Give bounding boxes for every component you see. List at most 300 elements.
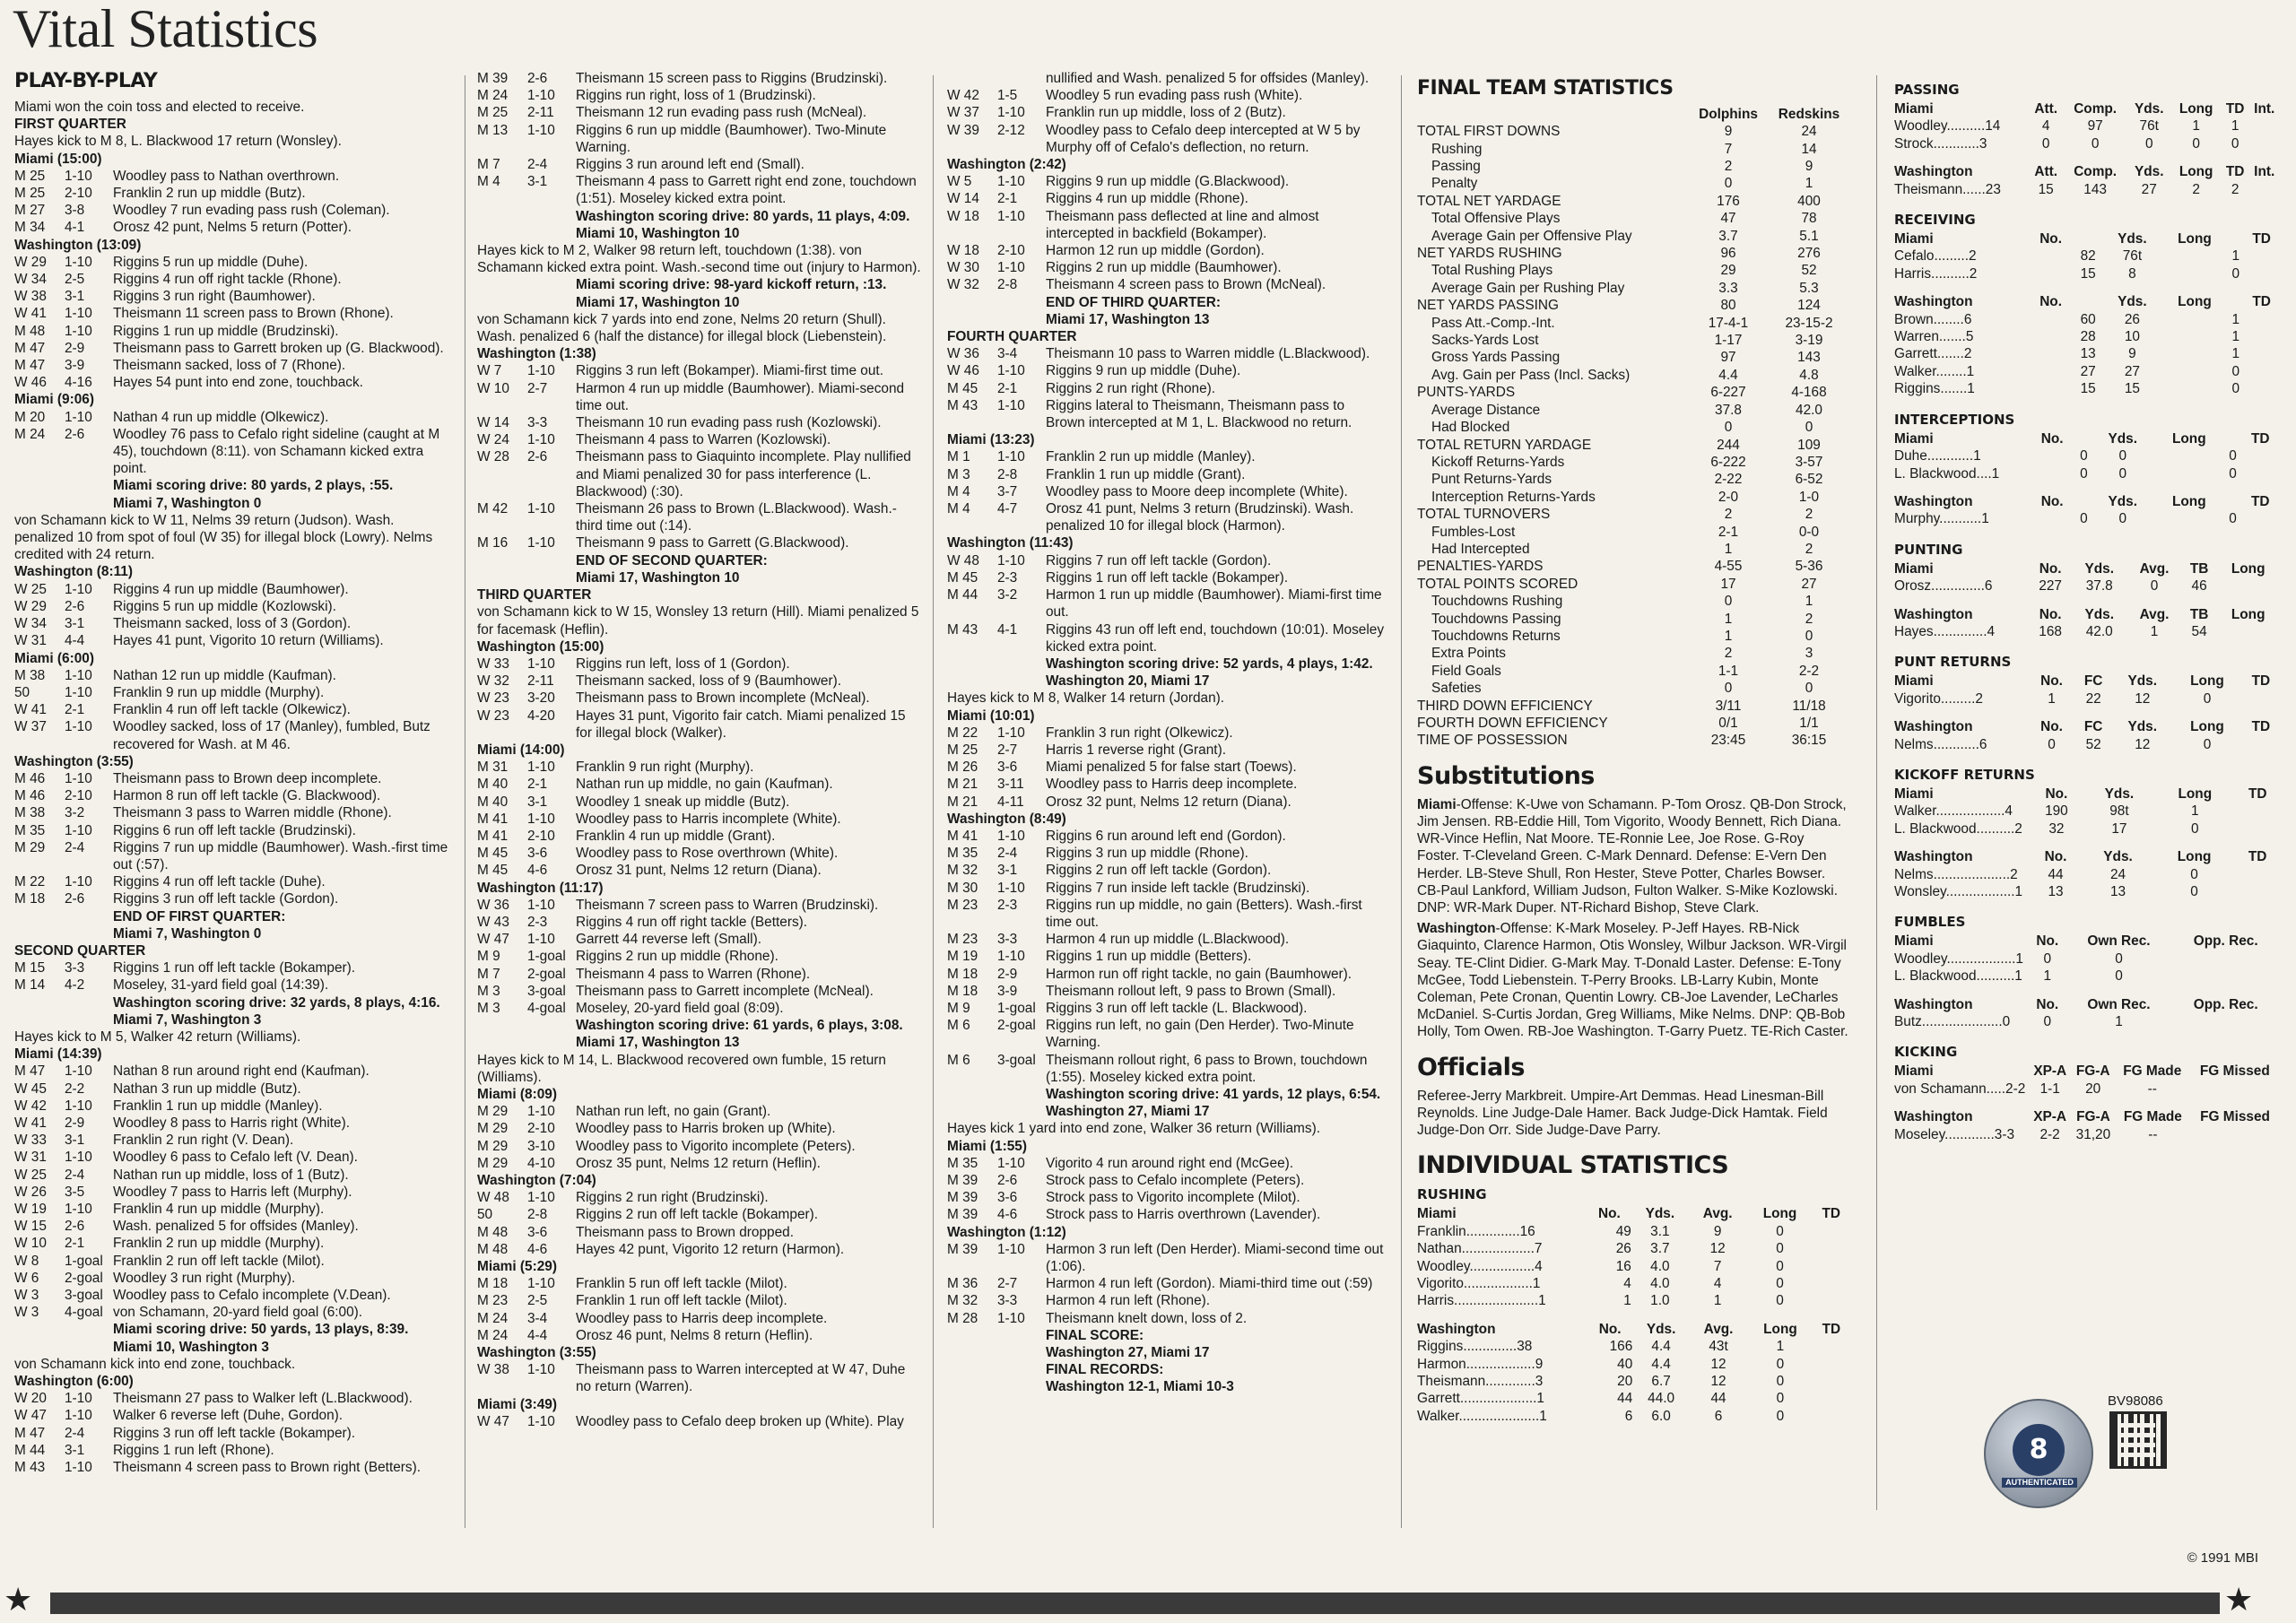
down-distance: 3-10 [527,1138,555,1154]
player-stat: 24 [2109,866,2126,882]
down-spot: M 18 [947,983,978,999]
section-heading: KICKOFF RETURNS [1894,766,2035,783]
stat-table [1894,430,2280,482]
team-stat-row [1417,471,1849,488]
player-stat: 1 [2231,311,2240,327]
play-row [477,500,922,534]
scoring-drive: Miami scoring drive: 98-yard kickoff return, :13. [576,277,887,293]
column-header: Own Rec. [2087,933,2151,950]
player-stat: 37.8 [2085,578,2113,595]
down-spot: M 47 [14,1425,46,1441]
play-description: Harmon 4 run up middle (L.Blackwood). [1046,932,1290,948]
play-description: Riggins 6 run off left tackle (Brudzinski). [113,822,356,838]
stat-label: TOTAL TURNOVERS [1417,507,1551,523]
down-distance: 1-10 [65,874,92,890]
score-line: Miami 7, Washington 0 [113,495,262,511]
down-spot: M 47 [14,340,46,356]
down-distance: 2-4 [65,1425,85,1441]
play-description: Riggins 2 run right (Rhone). [1046,380,1216,396]
player-row [1894,1081,2280,1098]
stat-redskins: 23-15-2 [1785,315,1833,331]
player-stat [2161,328,2229,345]
play-description: Nathan run up middle, loss of 1 (Butz). [113,1167,349,1183]
down-distance: 3-1 [65,1133,85,1149]
team-label: Washington [1894,719,1973,735]
down-spot: W 24 [477,432,509,448]
kickoff-text: von Schamann kick 7 yards into end zone, Nelms 20 return (Shull). Wash. penalized 6 (half the distance) for illegal block (Liebenstein). [477,311,887,345]
down-spot: M 45 [477,846,509,862]
play-description: Riggins 1 run up middle (Brudzinski). [113,323,339,339]
play-row [947,1052,1387,1086]
stat-redskins: 276 [1797,246,1821,262]
stat-label: Total Rushing Plays [1431,263,1553,279]
play-description: Vigorito 4 run around right end (McGee). [1046,1155,1294,1171]
down-spot: M 19 [947,949,978,965]
play-description: Franklin 2 run up middle (Butz). [113,186,306,202]
down-spot: M 6 [947,1018,970,1034]
stat-label: TOTAL NET YARDAGE [1417,193,1561,209]
down-distance: 3-goal [65,1288,103,1304]
score-line: Washington 27, Miami 17 [1046,1345,1210,1361]
stat-label: Pass Att.-Comp.-Int. [1431,315,1555,331]
stat-dolphins: 3.7 [1718,228,1738,244]
column-header: No. [2044,849,2067,865]
down-spot: M 39 [947,1241,978,1257]
possession-header: Miami (5:29) [477,1259,557,1275]
possession-header: Washington (11:17) [477,880,604,896]
score-line: Miami 7, Washington 3 [113,1011,262,1028]
score-line: Miami 7, Washington 0 [113,925,262,942]
play-row [477,1155,922,1172]
play-description: Theismann pass to Garrett incomplete (McNeal). [576,983,874,999]
column-header: Int. [2254,164,2275,180]
stat-redskins: 0 [1805,420,1813,436]
player-name: L. Blackwood..........2 [1894,820,2022,837]
player-stat: 12 [2135,690,2151,707]
down-distance: 3-goal [527,983,566,999]
down-distance: 4-4 [527,1327,548,1343]
player-stat: 26 [2124,311,2140,327]
play-description: Woodley pass to Cefalo incomplete (V.Dean). [113,1288,391,1304]
down-spot: W 46 [947,363,979,379]
team-label: Washington [1894,1109,1973,1125]
down-spot: M 41 [477,828,509,844]
down-spot: W 41 [14,702,47,718]
team-label: Washington [1417,1321,1496,1337]
player-stat [2029,328,2073,345]
down-spot: W 6 [14,1270,39,1286]
stat-section [1894,913,2280,1030]
section-heading: PUNTING [1894,541,1963,558]
play-row [477,862,922,879]
play-row [477,948,922,965]
player-row [1894,265,2280,282]
player-stat: 10 [2124,329,2140,345]
down-spot: W 38 [477,1362,509,1378]
play-description: Theismann pass to Giaquinto incomplete. Play nullified and Miami penalized 30 for pass interference (L. Blackwood) (:30). [576,449,911,499]
play-description: Harmon 3 run left (Den Herder). Miami-second time out (1:06). [1046,1241,1384,1275]
down-spot: M 39 [477,71,509,86]
play-description: Theismann pass to Brown dropped. [576,1224,794,1240]
player-stat: 44 [1710,1391,1726,1407]
play-description: Franklin 4 run up middle (Murphy). [113,1202,325,1217]
down-spot: M 13 [477,122,509,138]
play-description: Woodley 6 pass to Cefalo left (V. Dean). [113,1150,358,1166]
stat-header-row [1894,785,2280,803]
column-header [2073,293,2103,310]
play-description: Theismann 26 pass to Brown (L.Blackwood). Wash.-third time out (:14). [576,501,897,534]
player-name: von Schamann.....2-2 [1894,1081,2026,1097]
player-stat: 1 [2043,968,2052,985]
down-spot: M 36 [947,1276,978,1292]
down-spot: M 47 [14,1063,46,1080]
play-row [477,673,922,690]
column-header: TD [1822,1321,1841,1337]
column-header: Yds. [1646,1321,1676,1337]
down-distance: 2-goal [65,1270,103,1286]
possession-header: Washington (8:11) [14,564,133,580]
play-row [14,667,450,684]
play-row [14,1184,450,1201]
play-row [947,948,1387,965]
team-stat-row [1417,558,1849,575]
player-name: L. Blackwood....1 [1894,465,2000,482]
stat-redskins: 42.0 [1796,402,1822,418]
stat-label: Safeties [1431,681,1482,697]
kickoff-text: Hayes kick to M 8, L. Blackwood 17 return (Wonsley). [14,134,342,150]
column-header: No. [2040,493,2064,509]
team-stat-row [1417,524,1849,541]
down-distance: 1-10 [527,363,555,379]
player-stat: 0 [2043,950,2052,967]
down-spot: M 29 [477,1121,509,1137]
down-distance: 1-10 [65,1408,92,1424]
qr-code-icon [2109,1411,2167,1469]
play-row [14,1253,450,1270]
down-distance: 3-3 [997,932,1018,948]
down-spot: W 34 [14,272,47,288]
play-description: Theismann knelt down, loss of 2. [1046,1310,1248,1326]
down-distance: 1-10 [527,88,555,104]
stat-dolphins: 1 [1724,541,1733,557]
column-header: Yds. [2127,719,2158,735]
play-row [947,242,1387,259]
stat-dolphins: 17 [1720,576,1736,592]
coin-toss-text: Miami won the coin toss and elected to receive. [14,100,305,115]
score-line: FINAL RECORDS: [1046,1362,1164,1378]
down-spot: W 41 [14,306,47,322]
down-spot: M 18 [477,1276,509,1292]
stat-redskins: 6-52 [1795,472,1823,488]
down-distance: 2-9 [997,966,1018,982]
column-header: Yds. [1645,1206,1675,1222]
stat-label: Touchdowns Rushing [1431,594,1563,610]
player-stat: 12 [1710,1373,1726,1389]
stat-dolphins: 2-22 [1714,472,1743,488]
team-stat-row [1417,332,1849,349]
scoring-drive: Washington scoring drive: 32 yards, 8 plays, 4:16. [113,994,440,1011]
down-distance: 3-1 [65,289,85,305]
player-name: Brown........6 [1894,311,1972,327]
play-row [14,1235,450,1252]
play-row [477,931,922,948]
down-distance: 1-10 [527,759,555,776]
player-stat: 0 [2150,578,2159,595]
play-row [14,1390,450,1407]
team-stat-row [1417,628,1849,645]
player-stat: 8 [2128,265,2136,282]
player-name: Moseley.............3-3 [1894,1126,2014,1142]
play-description: Woodley 7 pass to Harris left (Murphy). [113,1184,352,1200]
play-row [14,1287,450,1304]
play-row [14,340,450,357]
player-stat: 1 [2191,803,2199,820]
down-distance: 4-1 [997,621,1018,638]
play-row [477,690,922,707]
down-distance: 2-10 [65,186,92,202]
down-distance: 1-10 [997,949,1025,965]
down-spot: W 47 [477,1413,509,1429]
play-description: Nathan run left, no gain (Grant). [576,1104,771,1120]
score-line: Miami 17, Washington 13 [576,1035,740,1051]
team-stat-row [1417,315,1849,332]
column-divider [1401,75,1402,1528]
down-spot: M 43 [14,1460,46,1476]
column-header: Avg. [2139,606,2170,622]
down-distance: 2-8 [527,1207,548,1223]
play-description: Theismann 11 screen pass to Brown (Rhone). [113,306,394,322]
play-description: Hayes 41 punt, Vigorito 10 return (Williams). [113,633,384,649]
down-distance: 2-4 [65,1167,85,1183]
down-spot: W 41 [14,1115,47,1131]
player-stat: 0 [1776,1275,1784,1291]
stat-table [1894,848,2280,900]
player-row [1894,736,2280,753]
down-spot: W 43 [477,914,509,930]
player-row [1894,866,2280,883]
player-stat: 7 [1713,1258,1722,1274]
play-by-play-column-1 [14,70,450,1523]
down-spot: M 31 [477,759,509,776]
down-spot: M 26 [947,759,978,776]
section-heading: PUNT RETURNS [1894,654,2012,671]
down-distance: 2-7 [527,380,548,396]
score-line: Washington 12-1, Miami 10-3 [1046,1379,1234,1395]
player-row [1417,1390,1849,1407]
player-name: Walker........1 [1894,363,1975,379]
player-stat: 0 [2115,968,2123,985]
down-spot: M 28 [947,1310,978,1326]
down-spot: W 47 [14,1408,47,1424]
stat-table [1894,493,2280,528]
player-stat: 0 [1776,1408,1785,1424]
team-stat-row [1417,158,1849,175]
kickoff-text: Hayes kick to M 2, Walker 98 return left, touchdown (1:38). von Schamann kicked extra point. Wash.-second time out (injury to Harmon). [477,243,921,276]
play-row [14,890,450,907]
stat-redskins: 1 [1805,176,1813,192]
down-spot: W 30 [947,260,979,276]
stat-header-row [1894,100,2280,117]
column-header [2228,230,2243,247]
play-description: Woodley 1 sneak up middle (Butz). [576,794,790,810]
down-spot: W 26 [14,1184,47,1200]
player-row [1894,380,2280,397]
down-distance: 2-1 [65,702,85,718]
player-stat: 15 [2124,381,2140,397]
player-stat: 4 [2041,118,2050,135]
column-header: Long [2231,560,2266,577]
play-description: Theismann 4 screen pass to Brown right (Betters). [113,1460,422,1476]
play-description: Theismann 4 pass to Warren (Rhone). [576,966,811,982]
player-stat: 0 [1776,1293,1784,1309]
player-name: Riggins..............38 [1417,1339,1533,1355]
team-stat-row [1417,506,1849,523]
down-spot: M 48 [477,1241,509,1257]
play-row [947,1155,1387,1172]
player-stat [2161,265,2229,282]
certificate-id: BV98086 [2108,1393,2163,1409]
player-stat: 0 [2231,135,2239,152]
player-stat [2029,265,2073,282]
section-heading: INTERCEPTIONS [1894,411,2015,428]
stat-dolphins: 4.4 [1718,367,1738,383]
stat-header-row [1894,933,2280,950]
play-row [947,725,1387,742]
team-stat-row [1417,280,1849,297]
down-distance: 2-1 [997,191,1018,207]
play-row [947,794,1387,811]
possession-header: Miami (14:00) [477,742,565,758]
play-description: Franklin 1 run up middle (Manley). [113,1098,323,1114]
player-name: Woodley..........14 [1894,118,2001,135]
column-header: TD [2251,719,2271,735]
team-stat-row [1417,715,1849,732]
stat-redskins: 5.1 [1799,228,1819,244]
player-stat: 0 [1776,1241,1784,1257]
play-row [947,483,1387,500]
play-row [947,569,1387,586]
player-stat: 2 [2192,181,2200,197]
column-header: Int. [2254,101,2275,117]
player-stat: 76t [2139,118,2159,135]
player-stat: 0 [1776,1391,1785,1407]
play-row [947,87,1387,104]
down-spot: M 48 [14,323,46,339]
player-stat: 0 [2229,448,2237,464]
stat-label: Rushing [1431,141,1483,157]
team-stat-row [1417,210,1849,227]
player-stat: 20 [2085,1081,2101,1097]
play-description: Moseley, 31-yard field goal (14:39). [113,977,329,994]
player-stat: 3.7 [1650,1241,1670,1257]
player-name: Harmon..................9 [1417,1356,1544,1372]
play-description: Woodley pass to Rose overthrown (White). [576,846,839,862]
down-distance: 1-10 [65,168,92,184]
officials-text: Referee-Jerry Markbreit. Umpire-Art Demmas. Head Linesman-Bill Reynolds. Line Judge-Dale Hamer. Back Judge-Dick Hamtak. Field Judge-Don Orr. Side Judge-Dave Parry. [1417,1088,1828,1139]
down-spot: M 6 [947,1052,970,1068]
player-row [1894,345,2280,362]
down-distance: 1-10 [527,932,555,948]
column-header: No. [2036,933,2059,950]
play-description: Riggins 9 run up middle (G.Blackwood). [1046,174,1290,190]
play-description: Hayes 31 punt, Vigorito fair catch. Miami penalized 15 for illegal block (Walker). [576,707,906,741]
down-distance: 2-1 [65,1236,85,1252]
play-description: Riggins 3 run around left end (Small). [576,157,804,173]
play-description: Riggins 4 run off right tackle (Rhone). [113,272,342,288]
player-row [1894,328,2280,345]
team-stat-row [1417,175,1849,192]
down-spot: M 9 [947,1000,970,1016]
stat-dolphins: 2 [1724,646,1733,662]
player-stat: 0 [2203,736,2212,752]
down-distance: 2-1 [997,380,1018,396]
down-spot: M 46 [14,788,46,804]
down-spot: M 38 [14,805,46,821]
stat-redskins: 3 [1805,646,1813,662]
player-stat: 227 [2039,578,2062,595]
player-stat: 17 [2111,820,2127,837]
play-row [477,914,922,931]
down-spot: M 23 [947,897,978,913]
down-distance: 1-10 [997,174,1025,190]
stat-header-row [1894,848,2280,865]
player-stat [2029,311,2073,328]
possession-header: Washington (6:00) [14,1374,134,1390]
play-description: Riggins 3 run off left tackle (Bokamper). [113,1425,356,1441]
player-name: Butz.....................0 [1894,1014,2011,1030]
play-row [477,156,922,173]
down-distance: 3-6 [997,759,1018,776]
player-stat: 143 [2083,181,2107,197]
play-description: Theismann pass to Garrett broken up (G. Blackwood). [113,340,444,356]
player-stat: 0 [2118,465,2127,482]
column-header: Long [2190,719,2224,735]
down-distance: 1-10 [997,828,1025,844]
stat-section [1894,653,2280,753]
down-distance: 3-11 [997,777,1024,793]
scoring-drive: Miami scoring drive: 50 yards, 13 plays, 8:39. [113,1322,409,1338]
down-spot: W 39 [947,122,979,138]
player-stat: 9 [1713,1223,1722,1239]
play-row [14,1149,450,1166]
play-row [14,1063,450,1080]
down-distance: 3-1 [527,174,548,190]
down-spot: M 43 [947,621,978,638]
player-stat [2153,465,2224,482]
play-row [947,1275,1387,1292]
column-header: FC [2083,719,2103,735]
column-header: Yds. [2127,673,2158,690]
column-header: No. [1598,1206,1621,1222]
play-row [477,811,922,828]
player-stat: -- [2147,1081,2157,1097]
score-line: Miami 17, Washington 13 [1046,311,1210,327]
stat-label: Field Goals [1431,663,1501,679]
stat-dolphins: 3/11 [1715,698,1742,714]
stat-redskins: 9 [1805,159,1813,175]
stat-redskins: 2 [1805,507,1813,523]
play-row [14,1132,450,1149]
play-description: Riggins 2 run right (Brudzinski). [576,1190,769,1206]
play-row [947,122,1387,156]
stat-section [1894,211,2280,398]
play-row [477,431,922,448]
player-stat: 1 [2231,329,2240,345]
player-row [1417,1292,1849,1309]
down-distance: 2-6 [527,449,548,465]
down-distance: 1-10 [65,684,92,700]
column-header: Comp. [2074,164,2118,180]
